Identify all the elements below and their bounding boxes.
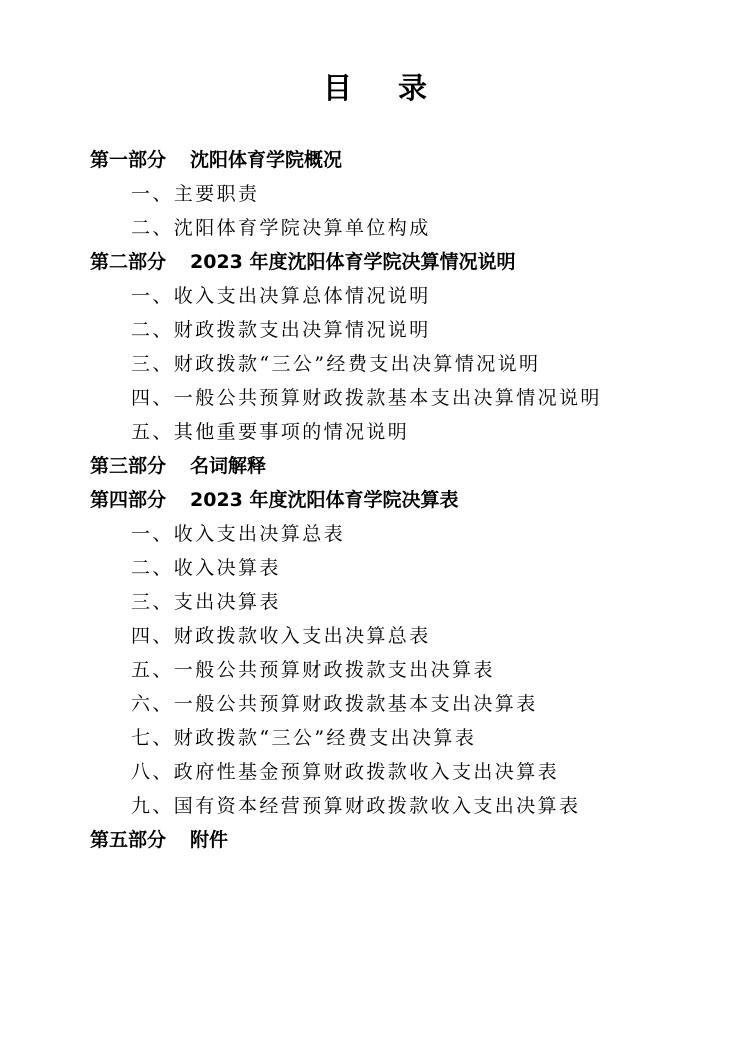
toc-item[interactable]: 三、支出决算表 [131,591,281,613]
toc-item[interactable]: 七、财政拨款“三公”经费支出决算表 [131,727,477,749]
toc-item[interactable]: 一、收入支出决算总表 [131,523,346,545]
page-title-char-2: 录 [398,71,428,105]
toc-item[interactable]: 一、主要职责 [131,183,260,205]
toc-part-1[interactable] [0,143,750,177]
table-of-contents [0,143,750,857]
toc-item[interactable]: 四、财政拨款收入支出决算总表 [131,625,431,647]
toc-part-title: 名词解释 [190,455,267,477]
toc-item[interactable]: 二、收入决算表 [131,557,281,579]
toc-item[interactable]: 三、财政拨款“三公”经费支出决算情况说明 [131,353,541,375]
toc-item[interactable]: 五、一般公共预算财政拨款支出决算表 [131,659,495,681]
toc-item[interactable]: 六、一般公共预算财政拨款基本支出决算表 [131,693,538,715]
toc-part-title: 2023 年度沈阳体育学院决算情况说明 [190,251,516,273]
toc-part-label: 第三部分 [90,455,167,477]
toc-part-2[interactable] [0,245,750,279]
toc-part-3[interactable] [0,449,750,483]
toc-item[interactable]: 八、政府性基金预算财政拨款收入支出决算表 [131,761,560,783]
toc-part-title: 沈阳体育学院概况 [190,149,343,171]
toc-part-label: 第一部分 [90,149,167,171]
toc-item[interactable]: 九、国有资本经营预算财政拨款收入支出决算表 [131,795,581,817]
toc-part-4[interactable] [0,483,750,517]
toc-part-title: 附件 [190,829,229,851]
toc-part-title: 2023 年度沈阳体育学院决算表 [190,489,459,511]
toc-part-label: 第四部分 [90,489,167,511]
page-title [0,68,750,108]
toc-item[interactable]: 五、其他重要事项的情况说明 [131,421,410,443]
toc-part-5[interactable] [0,823,750,857]
toc-part-label: 第五部分 [90,829,167,851]
toc-item[interactable]: 一、收入支出决算总体情况说明 [131,285,431,307]
toc-item[interactable]: 二、财政拨款支出决算情况说明 [131,319,431,341]
toc-item[interactable]: 四、一般公共预算财政拨款基本支出决算情况说明 [131,387,602,409]
toc-part-label: 第二部分 [90,251,167,273]
page-title-char-1: 目 [322,71,352,105]
toc-item[interactable]: 二、沈阳体育学院决算单位构成 [131,217,431,239]
